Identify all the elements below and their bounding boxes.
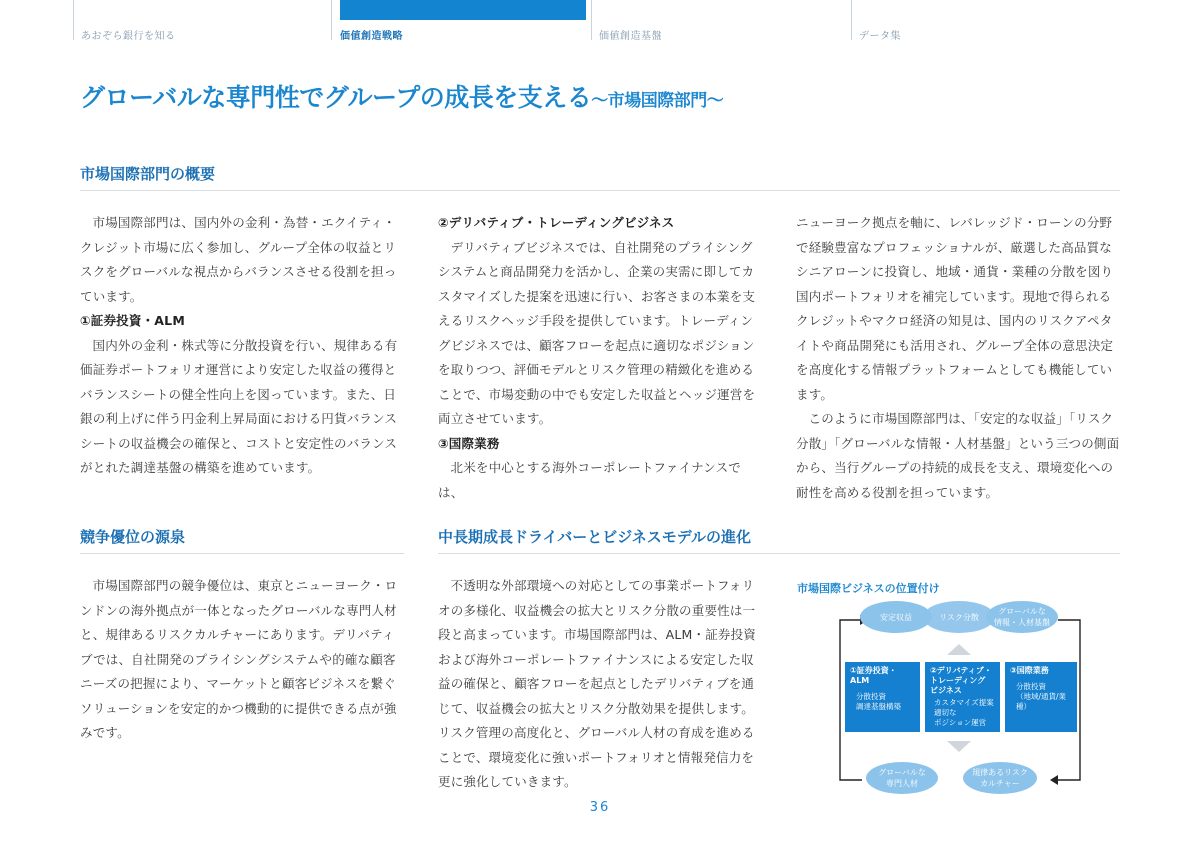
- tab-value-creation-strategy[interactable]: [331, 0, 591, 46]
- paragraph: 市場国際部門の競争優位は、東京とニューヨーク・ロンドンの海外拠点が一体となったグローバルな専門人材と、規律あるリスクカルチャーにあります。デリバティブでは、自社開発のプライシングシステムや的確な顧客ニーズの把握により、マーケットと顧客ビジネスを繋ぐソリューションを安定的かつ機動的に提供できる点が強みです。: [80, 578, 398, 740]
- overview-column-1: [80, 211, 404, 481]
- section-heading-growth: 中長期成長ドライバーとビジネスモデルの進化: [438, 526, 1120, 548]
- page-number: 36: [589, 800, 611, 815]
- overview-column-3: [796, 211, 1120, 505]
- tab-value-creation-foundation[interactable]: [591, 0, 851, 46]
- tab-label: データ集: [859, 31, 901, 42]
- tab-label: 価値創造戦略: [340, 31, 403, 42]
- ellipse-stable-income: 安定収益: [860, 601, 932, 633]
- box-securities-alm: ①証券投資・ALM 分散投資 調達基盤構築: [845, 662, 920, 732]
- ellipse-risk-diversification: リスク分散: [923, 601, 995, 633]
- advantage-body: [80, 574, 404, 746]
- divider: [438, 553, 1120, 554]
- subheading: ①証券投資・ALM: [80, 313, 185, 328]
- paragraph: 国内外の金利・株式等に分散投資を行い、規律ある有価証券ポートフォリオ運営により安定した収益の獲得とバランスシートの健全性向上を図っています。また、日銀の利上げに伴う円金利上昇局面における円貨バランスシートの収益機会の確保と、コストと安定性のバランスがとれた調達基盤の構築を進めています。: [80, 337, 398, 475]
- section-heading-advantage: 競争優位の源泉: [80, 526, 404, 548]
- divider: [80, 553, 404, 554]
- arrow-up-icon: [947, 644, 971, 655]
- arrow-down-icon: [947, 741, 971, 752]
- paragraph: このように市場国際部門は、「安定的な収益」「リスク分散」「グローバルな情報・人材基盤」という三つの側面から、当行グループの持続的成長を支え、環境変化への耐性を高める役割を担っています。: [796, 411, 1120, 500]
- paragraph: 不透明な外部環境への対応としての事業ポートフォリオの多様化、収益機会の拡大とリスク分散の重要性は一段と高まっています。市場国際部門は、ALM・証券投資および海外コーポレートファイナンスによる安定した収益の確保と、顧客フローを起点としたデリバティブを通じて、収益機会の拡大とリスク分散効果を提供します。リスク管理の高度化と、グローバル人材の育成を進めることで、環境変化に強いポートフォリオと情報発信力を更に強化していきます。: [438, 578, 757, 789]
- active-tab-indicator: [340, 0, 586, 20]
- box-international-business: ③国際業務 分散投資 （地域/通貨/業種）: [1005, 662, 1077, 732]
- tab-about[interactable]: [73, 0, 331, 46]
- page-title: グローバルな専門性でグループの成長を支える〜市場国際部門〜: [80, 83, 724, 112]
- subheading: ②デリバティブ・トレーディングビジネス: [438, 215, 675, 230]
- page-subtitle: 〜市場国際部門〜: [591, 91, 724, 111]
- section-heading-overview: 市場国際部門の概要: [80, 163, 1120, 185]
- tab-data[interactable]: [851, 0, 1111, 46]
- paragraph: 市場国際部門は、国内外の金利・為替・エクイティ・クレジット市場に広く参加し、グループ全体の収益とリスクをグローバルな視点からバランスさせる役割を担っています。: [80, 215, 397, 304]
- arrow-left-icon: [1050, 775, 1058, 785]
- ellipse-risk-culture: 規律あるリスク カルチャー: [963, 762, 1037, 794]
- tab-label: 価値創造基盤: [599, 31, 662, 42]
- overview-column-2: [438, 211, 762, 505]
- ellipse-global-info-talent: グローバルな 情報・人材基盤: [986, 601, 1058, 633]
- ellipse-global-talent: グローバルな 専門人材: [866, 762, 938, 794]
- diagram-title: 市場国際ビジネスの位置付け: [797, 582, 940, 595]
- divider: [80, 190, 1120, 191]
- top-navigation: [0, 0, 1200, 48]
- growth-body: [438, 574, 762, 795]
- tab-label: あおぞら銀行を知る: [81, 31, 176, 42]
- paragraph: 北米を中心とする海外コーポレートファイナンスでは、: [438, 460, 741, 500]
- paragraph: ニューヨーク拠点を軸に、レバレッジド・ローンの分野で経験豊富なプロフェッショナルが、厳選した高品質なシニアローンに投資し、地域・通貨・業種の分散を図り国内ポートフォリオを補完しています。現地で得られるクレジットやマクロ経済の知見は、国内のリスクアペタイトや商品開発にも活用され、グループ全体の意思決定を高度化する情報プラットフォームとしても機能しています。: [796, 215, 1114, 402]
- subheading: ③国際業務: [438, 435, 500, 451]
- paragraph: デリバティブビジネスでは、自社開発のプライシングシステムと商品開発力を活かし、企業の実需に即してカスタマイズした提案を迅速に行い、お客さまの本業を支えるリスクヘッジ手段を提供しています。トレーディングビジネスでは、顧客フローを起点に適切なポジションを取りつつ、評価モデルとリスク管理の精緻化を進めることで、市場変動の中でも安定した収益とヘッジ運営を両立させています。: [438, 239, 756, 426]
- box-derivatives-trading: ②デリバティブ・ トレーディング ビジネス カスタマイズ提案 適切な ポジション運営: [925, 662, 1000, 732]
